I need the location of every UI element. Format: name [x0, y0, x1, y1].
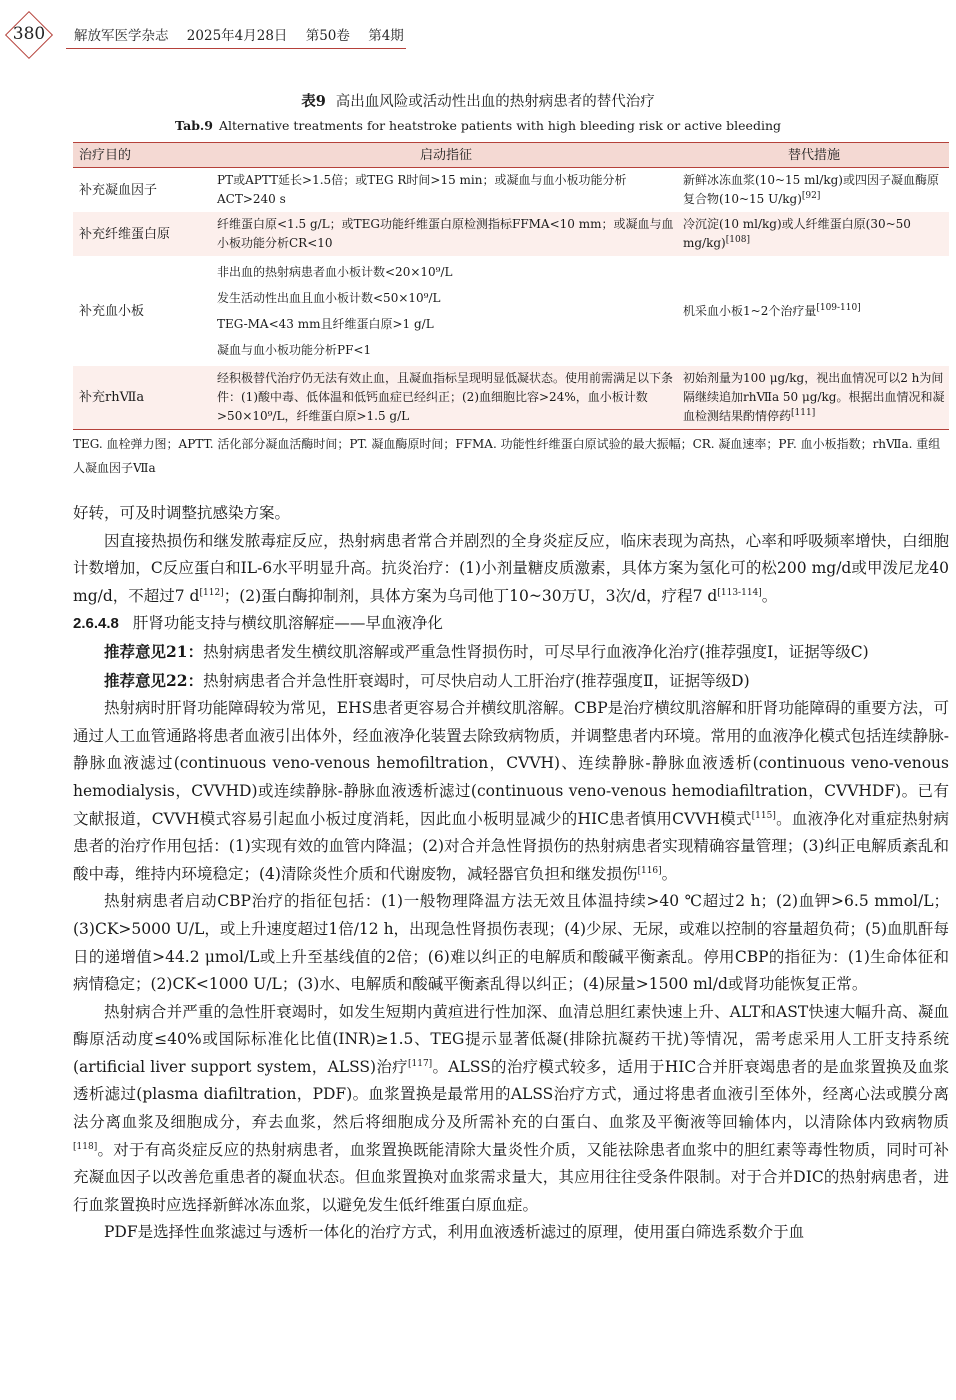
- table-cell-indication: [213, 256, 679, 366]
- indication-line: 发生活动性出血且血小板计数<50×10⁹/L: [217, 291, 441, 305]
- recommendation: 推荐意见21：热射病患者发生横纹肌溶解或严重急性肾损伤时，可尽早行血液净化治疗(推荐强度Ⅰ，证据等级C): [104, 641, 869, 661]
- table-title-cn: [0, 90, 956, 111]
- page-number: 380: [12, 24, 46, 44]
- paragraph: 因直接热损伤和继发脓毒症反应，热射病患者常合并剧烈的全身炎症反应，临床表现为高热，心率和呼吸频率增快，白细胞计数增加，C反应蛋白和IL-6水平明显升高。抗炎治疗：(1)小剂量糖皮质激素，具体方案为氢化可的松200 mg/d或甲泼尼龙40 mg/d，不超过7 d[112]；(2)蛋白酶抑制剂，具体方案为乌司他丁10~30万U，3次/d，疗程7 d[113-114]。: [73, 531, 949, 605]
- header-rule: [66, 48, 406, 49]
- issue-date: 2025年4月28日: [186, 28, 288, 44]
- table-title-en: [0, 118, 956, 133]
- citation: [92]: [801, 191, 821, 201]
- journal-info: [74, 24, 418, 44]
- paragraph: PDF是选择性血浆滤过与透析一体化的治疗方式，利用血液透析滤过的原理，使用蛋白筛选系数介于血: [104, 1223, 805, 1242]
- page-number-badge: [6, 12, 52, 58]
- table-cell-goal: 补充纤维蛋白原: [73, 212, 213, 256]
- journal-name: 解放军医学杂志: [74, 28, 169, 44]
- citation: [116]: [637, 865, 662, 876]
- citation: [112]: [199, 587, 224, 598]
- table-cell-measure: 机采血小板1~2个治疗量[109-110]: [683, 302, 861, 318]
- volume: 第50卷: [305, 28, 350, 44]
- indication-line: 非出血的热射病患者血小板计数<20×10⁹/L: [217, 265, 453, 279]
- issue: 第4期: [368, 28, 404, 44]
- paragraph: 热射病时肝肾功能障碍较为常见，EHS患者更容易合并横纹肌溶解。CBP是治疗横纹肌溶解和肝肾功能障碍的重要方法，可通过人工血管通路将患者血液引出体外，经血液净化装置去除致病物质，并调整患者内环境。常用的血液净化模式包括连续静脉-静脉血液滤过(continuous veno-venous hemofiltration，CVVH)、连续静脉-静脉血液透析(continuous veno-venous hemodialysis，CVVHD)或连续静脉-静脉血液透析滤过(continuous veno-venous hemodiafiltration，CVVHDF)。已有文献报道，CVVH模式容易引起血小板过度消耗，因此血小板明显减少的HIC患者慎用CVVH模式[115]。血液净化对重症热射病患者的治疗作用包括：(1)实现有效的血管内降温；(2)对合并急性肾损伤的热射病患者实现精确容量管理；(3)纠正电解质紊乱和酸中毒，维持内环境稳定；(4)清除炎性介质和代谢废物，减轻器官负担和继发损伤[116]。: [73, 699, 949, 883]
- table-label-cn: 表9: [301, 93, 326, 110]
- table-cell-indication: 纤维蛋白原<1.5 g/L；或TEG功能纤维蛋白原检测指标FFMA<10 mm；或凝血与血小板功能分析CR<10: [213, 212, 679, 256]
- table-cell-indication: 经积极替代治疗仍无法有效止血，且凝血指标呈现明显低凝状态。使用前需满足以下条件：(1)酸中毒、低体温和低钙血症已经纠正；(2)血细胞比容>24%，血小板计数>50×10⁹/L，纤维蛋白原>1.5 g/L: [213, 366, 679, 430]
- table-caption-en: Alternative treatments for heatstroke patients with high bleeding risk or active bleeding: [218, 118, 781, 133]
- citation: [115]: [751, 810, 776, 821]
- column-header: 启动指征: [213, 143, 679, 168]
- paragraph: 好转，可及时调整抗感染方案。: [73, 504, 291, 522]
- table-caption-cn: 高出血风险或活动性出血的热射病患者的替代治疗: [335, 94, 655, 110]
- table-row: [73, 168, 949, 213]
- table-row: [73, 256, 949, 366]
- column-header: 替代措施: [679, 143, 949, 168]
- table-cell-measure: 冷沉淀(10 ml/kg)或人纤维蛋白原(30~50 mg/kg)[108]: [679, 212, 949, 256]
- table-cell-goal: 补充rhⅦa: [73, 366, 213, 430]
- indication-line: 凝血与血小板功能分析PF<1: [217, 343, 372, 357]
- citation: [108]: [725, 235, 750, 245]
- citation: [109-110]: [816, 302, 861, 313]
- table-row: [73, 212, 949, 256]
- citation: [113-114]: [717, 587, 762, 598]
- recommendation-label: 推荐意见21：: [104, 641, 204, 661]
- paragraph: 热射病合并严重的急性肝衰竭时，如发生短期内黄疸进行性加深、血清总胆红素快速上升、ALT和AST快速大幅升高、凝血酶原活动度≤40%或国际标准化比值(INR)≥1.5、TEG提示显著低凝(排除抗凝药干扰)等情况，需考虑采用人工肝支持系统(artificial liver support system，ALSS)治疗[117]。ALSS的治疗模式较多，适用于HIC合并肝衰竭患者的是血浆置换及血浆透析滤过(plasma diafiltration，PDF)。血浆置换是最常用的ALSS治疗方式，通过将患者血液引至体外，经离心法或膜分离法分离血浆及细胞成分，弃去血浆，然后将细胞成分及所需补充的白蛋白、血浆及平衡液等回输体内，以清除体内致病物质[118]。对于有高炎症反应的热射病患者，血浆置换既能清除大量炎性介质，又能祛除患者血浆中的胆红素等毒性物质，同时可补充凝血因子以改善危重患者的凝血状态。但血浆置换对血浆需求量大，其应用往往受条件限制。对于合并DIC的热射病患者，进行血浆置换时应选择新鲜冰冻血浆，以避免发生低纤维蛋白原血症。: [73, 1002, 950, 1214]
- table-cell-goal: 补充凝血因子: [79, 182, 158, 198]
- table-row: [73, 366, 949, 430]
- citation: [118]: [73, 1141, 98, 1152]
- recommendation: 推荐意见22：热射病患者合并急性肝衰竭时，可尽快启动人工肝治疗(推荐强度Ⅱ，证据等级D): [104, 670, 750, 690]
- article-body: [73, 500, 949, 1247]
- table-header-row: [73, 143, 949, 168]
- table-footnote: TEG. 血栓弹力图；APTT. 活化部分凝血活酶时间；PT. 凝血酶原时间；FFMA. 功能性纤维蛋白原试验的最大振幅；CR. 凝血速率；PF. 血小板指数；rhⅦa. 重组人凝血因子Ⅶa: [73, 437, 941, 475]
- citation: [111]: [791, 408, 816, 418]
- table-label-en: Tab.9: [174, 118, 213, 133]
- indication-line: TEG-MA<43 mm且纤维蛋白原>1 g/L: [217, 317, 434, 331]
- page-header: [0, 8, 956, 58]
- section-title: 肝肾功能支持与横纹肌溶解症——早血液净化: [132, 614, 443, 633]
- column-header: 治疗目的: [73, 143, 213, 168]
- treatment-table: [73, 142, 949, 430]
- section-heading: [73, 610, 949, 638]
- table-cell-indication: PT或APTT延长>1.5倍；或TEG R时间>15 min；或凝血与血小板功能分析ACT>240 s: [217, 173, 627, 206]
- table-cell-goal: 补充血小板: [79, 303, 145, 319]
- table-cell-measure: 新鲜冰冻血浆(10~15 ml/kg)或四因子凝血酶原复合物(10~15 U/kg)[92]: [683, 173, 939, 206]
- section-number: 2.6.4.8: [73, 615, 119, 633]
- paragraph: 热射病患者启动CBP治疗的指征包括：(1)一般物理降温方法无效且体温持续>40 ℃超过2 h；(2)血钾>6.5 mmol/L；(3)CK>5000 U/L，或上升速度超过1倍/12 h，出现急性肾损伤表现；(4)少尿、无尿，或难以控制的容量超负荷；(5)血肌酐每日的递增值>44.2 μmol/L或上升至基线值的2倍；(6)难以纠正的电解质和酸碱平衡紊乱。停用CBP的指征为：(1)生命体征和病情稳定；(2)CK<1000 U/L；(3)水、电解质和酸碱平衡紊乱得以纠正；(4)尿量>1500 ml/d或肾功能恢复正常。: [73, 892, 949, 994]
- citation: [117]: [407, 1058, 433, 1069]
- recommendation-label: 推荐意见22：: [104, 670, 204, 690]
- table-cell-measure: 初始剂量为100 μg/kg，视出血情况可以2 h为间隔继续追加rhⅦa 50 μg/kg。根据出血情况和凝血检测结果酌情停药[111]: [679, 366, 949, 430]
